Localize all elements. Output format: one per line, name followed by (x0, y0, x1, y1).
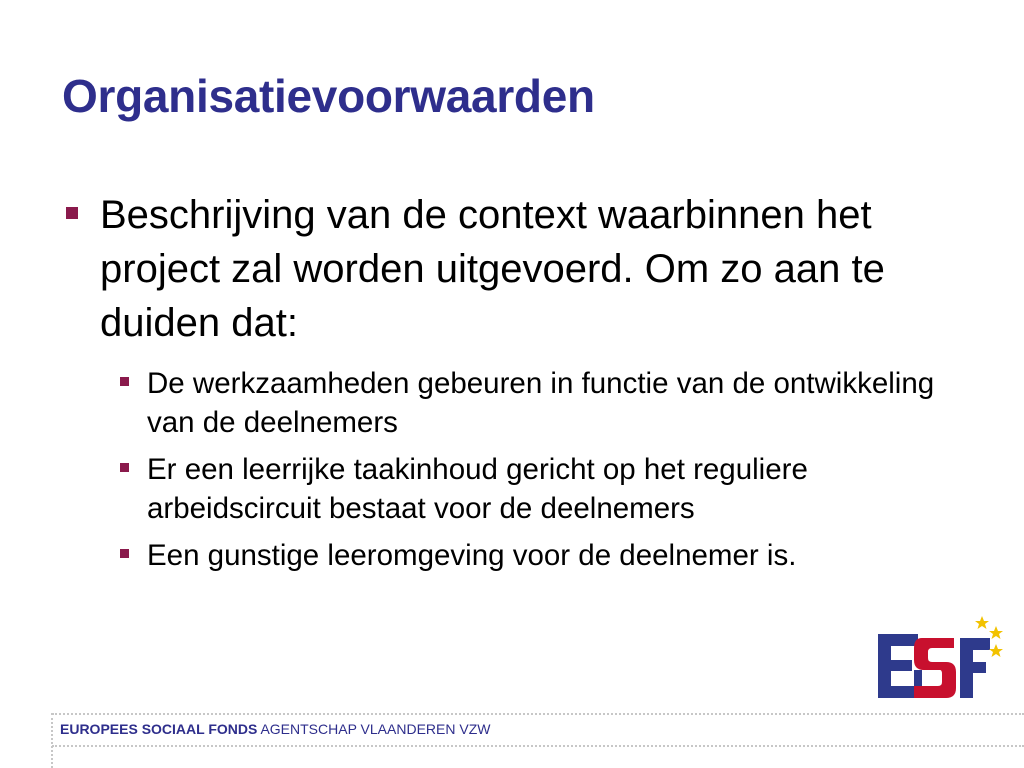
bullet-item (62, 188, 962, 350)
sub-bullet-text: Een gunstige leeromgeving voor de deelnemer is. (147, 539, 797, 572)
sub-bullet-square-icon (120, 377, 129, 386)
footer-organisation (60, 720, 490, 738)
sub-bullet-item (146, 536, 962, 575)
sub-bullet-square-icon (120, 549, 129, 558)
footer-divider-vertical (51, 713, 53, 768)
footer-organisation-bold: EUROPEES SOCIAAL FONDS (60, 721, 258, 737)
bullet-list (62, 188, 962, 583)
footer-organisation-normal: AGENTSCHAP VLAANDEREN VZW (260, 721, 491, 737)
esf-logo (876, 612, 1006, 704)
footer-divider-top (52, 713, 1024, 715)
bullet-text: Beschrijving van de context waarbinnen het project zal worden uitgevoerd. Om zo aan te duiden dat: (100, 193, 885, 345)
sub-bullet-text: De werkzaamheden gebeuren in functie van de ontwikkeling van de deelnemers (147, 367, 935, 439)
slide-title: Organisatievoorwaarden (62, 70, 595, 122)
bullet-square-icon (66, 207, 78, 219)
footer-divider-bottom (52, 745, 1024, 747)
sub-bullet-text: Er een leerrijke taakinhoud gericht op het reguliere arbeidscircuit bestaat voor de deelnemers (147, 453, 808, 525)
sub-bullet-item (146, 450, 962, 528)
sub-bullet-square-icon (120, 463, 129, 472)
sub-bullet-item (146, 364, 962, 442)
